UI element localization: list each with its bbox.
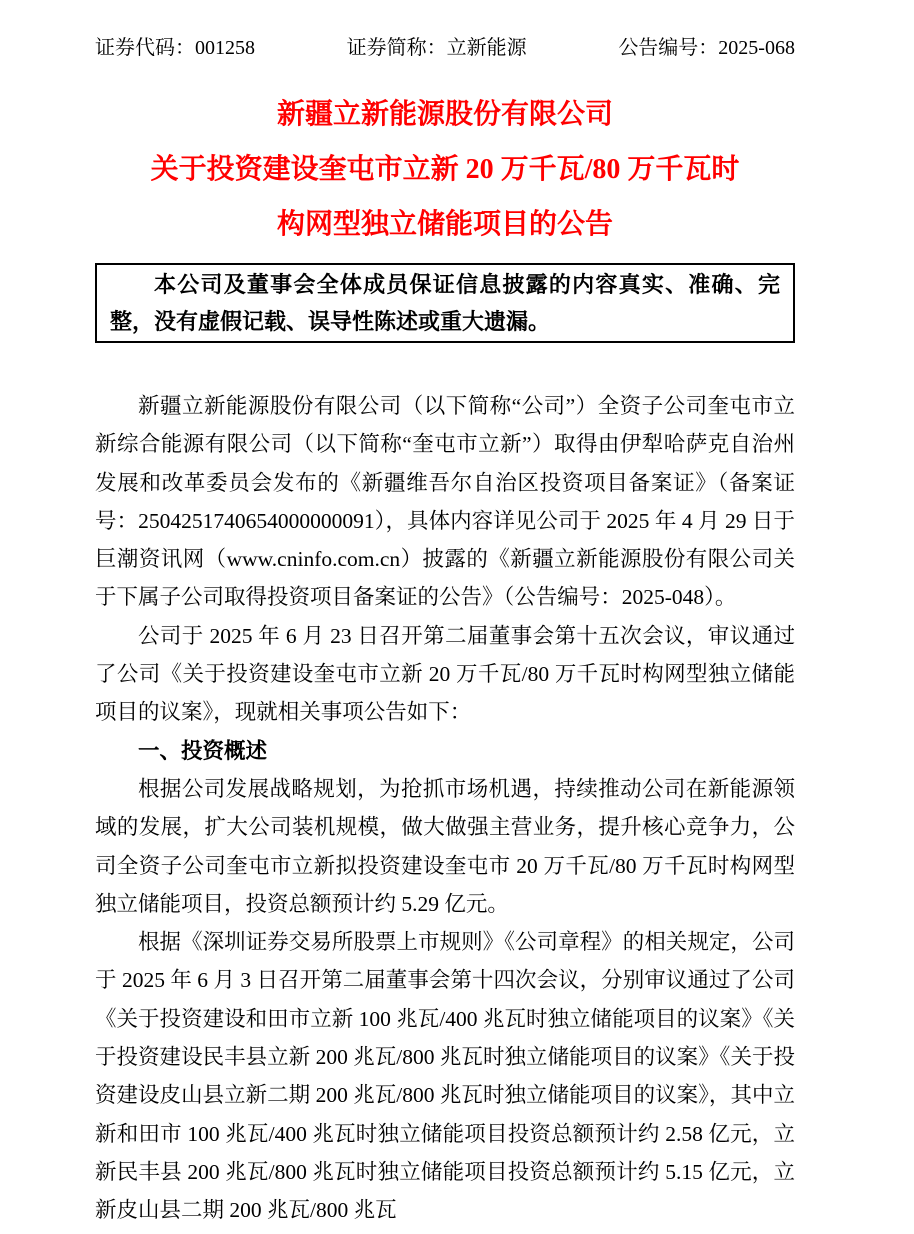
stock-short-name: 证券简称：立新能源 [346,37,527,59]
body-paragraph-2: 公司于 2025 年 6 月 23 日召开第二届董事会第十五次会议，审议通过了公司《关于投资建设奎屯市立新 20 万千瓦/80 万千瓦时构网型独立储能项目的议案》，现就相关事项公告如下： [95,623,795,725]
title-line-1: 新疆立新能源股份有限公司 [276,99,613,130]
document-header [95,36,795,60]
document-title [95,98,795,241]
disclaimer-box [95,263,795,343]
title-line-2: 关于投资建设奎屯市立新 20 万千瓦/80 万千瓦时 [150,154,740,185]
document-body [95,387,795,1230]
body-paragraph-1: 新疆立新能源股份有限公司（以下简称“公司”）全资子公司奎屯市立新综合能源有限公司（以下简称“奎屯市立新”）取得由伊犁哈萨克自治州发展和改革委员会发布的《新疆维吾尔自治区投资项目备案证》（备案证号：2504251740654000000091），具体内容详见公司于 2025 年 4 月 29 日于巨潮资讯网（www.cninfo.com.cn）披露的《新疆立新能源股份有限公司关于下属子公司取得投资项目备案证的公告》（公告编号：2025-048）。 [95,394,795,610]
body-paragraph-3: 根据公司发展战略规划，为抢抓市场机遇，持续推动公司在新能源领域的发展，扩大公司装机规模，做大做强主营业务，提升核心竞争力，公司全资子公司奎屯市立新拟投资建设奎屯市 20 万千瓦/80 万千瓦时构网型独立储能项目，投资总额预计约 5.29 亿元。 [95,776,795,916]
announcement-number: 公告编号：2025-068 [618,37,795,59]
body-paragraph-4: 根据《深圳证券交易所股票上市规则》《公司章程》的相关规定，公司于 2025 年 6 月 3 日召开第二届董事会第十四次会议，分别审议通过了公司《关于投资建设和田市立新 100 兆瓦/400 兆瓦时独立储能项目的议案》《关于投资建设民丰县立新 200 兆瓦/800 兆瓦时独立储能项目的议案》《关于投资建设皮山县立新二期 200 兆瓦/800 兆瓦时独立储能项目的议案》，其中立新和田市 100 兆瓦/400 兆瓦时独立储能项目投资总额预计约 2.58 亿元，立新民丰县 200 兆瓦/800 兆瓦时独立储能项目投资总额预计约 5.15 亿元，立新皮山县二期 200 兆瓦/800 兆瓦 [95,930,795,1223]
stock-code: 证券代码：001258 [95,37,255,59]
title-line-3: 构网型独立储能项目的公告 [276,209,613,240]
section-heading-1: 一、投资概述 [138,738,268,763]
disclaimer-text: 本公司及董事会全体成员保证信息披露的内容真实、准确、完整，没有虚假记载、误导性陈述或重大遗漏。 [110,272,780,334]
